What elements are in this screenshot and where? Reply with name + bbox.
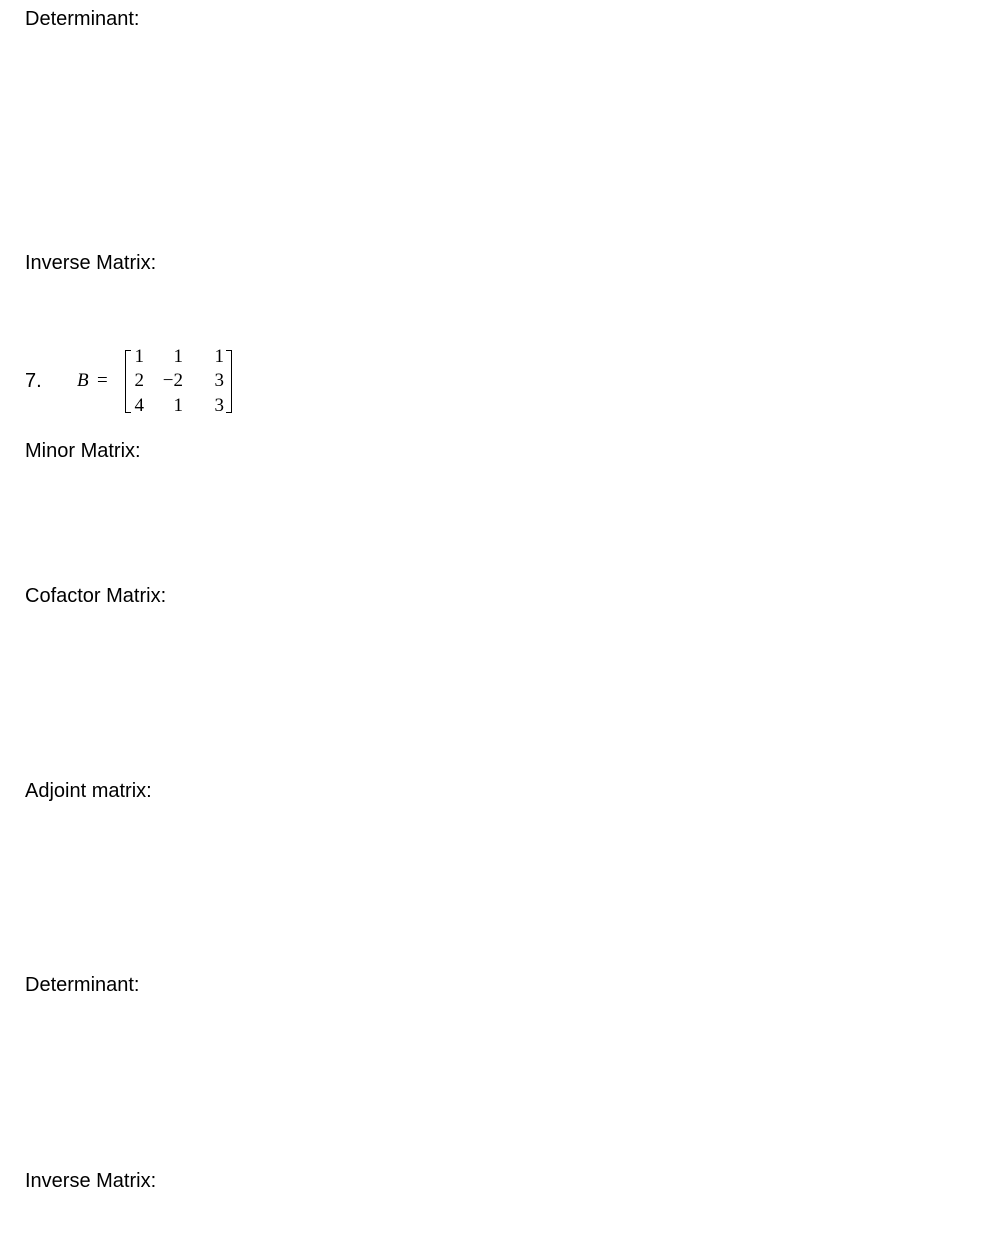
matrix-name: B [77, 370, 89, 391]
matrix-cell: 1 [134, 346, 144, 367]
inverse-matrix-label-bottom: Inverse Matrix: [25, 1170, 157, 1192]
cofactor-matrix-label: Cofactor Matrix: [25, 585, 167, 607]
adjoint-matrix-label: Adjoint matrix: [25, 780, 152, 802]
matrix-cell: 1 [173, 346, 183, 367]
matrix-cell: 4 [134, 395, 144, 416]
matrix-cell: 3 [214, 370, 224, 391]
determinant-label-bottom: Determinant: [25, 974, 140, 996]
matrix-cell: 1 [173, 395, 183, 416]
inverse-matrix-label-top: Inverse Matrix: [25, 252, 157, 274]
minor-matrix-label: Minor Matrix: [25, 440, 141, 462]
matrix-cell: −2 [162, 370, 183, 391]
matrix-cell: 2 [134, 370, 144, 391]
matrix-cell: 1 [214, 346, 224, 367]
problem-number: 7. [25, 370, 42, 392]
equals-sign: = [97, 370, 108, 391]
determinant-label-top: Determinant: [25, 8, 140, 30]
right-bracket [226, 350, 232, 413]
matrix-cell: 3 [214, 395, 224, 416]
